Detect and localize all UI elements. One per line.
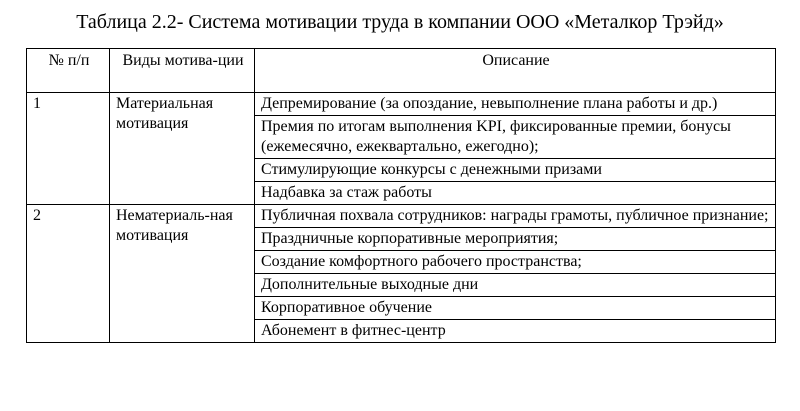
description-cell: Публичная похвала сотрудников: награды грамоты, публичное признание; (255, 205, 776, 228)
table-row (27, 93, 776, 116)
description-cell: Создание комфортного рабочего пространства; (255, 251, 776, 274)
table-caption: Таблица 2.2- Система мотивации труда в компании ООО «Металкор Трэйд» (76, 11, 724, 33)
description-cell: Абонемент в фитнес-центр (255, 320, 776, 343)
header-description: Описание (255, 49, 776, 93)
motivation-table (26, 48, 776, 343)
header-num: № п/п (27, 49, 110, 93)
group-num: 2 (27, 205, 110, 343)
description-cell: Надбавка за стаж работы (255, 182, 776, 205)
table-header-row (27, 49, 776, 93)
table-row (27, 205, 776, 228)
description-cell: Дополнительные выходные дни (255, 274, 776, 297)
group-type: Нематериаль-ная мотивация (110, 205, 255, 343)
description-cell: Депремирование (за опоздание, невыполнение плана работы и др.) (255, 93, 776, 116)
group-num: 1 (27, 93, 110, 205)
group-type: Материальная мотивация (110, 93, 255, 205)
description-cell: Праздничные корпоративные мероприятия; (255, 228, 776, 251)
description-cell: Стимулирующие конкурсы с денежными призами (255, 159, 776, 182)
description-cell: Корпоративное обучение (255, 297, 776, 320)
description-cell: Премия по итогам выполнения KPI, фиксированные премии, бонусы (ежемесячно, ежеквартально, ежегодно); (255, 116, 776, 159)
header-type: Виды мотива-ции (110, 49, 255, 93)
